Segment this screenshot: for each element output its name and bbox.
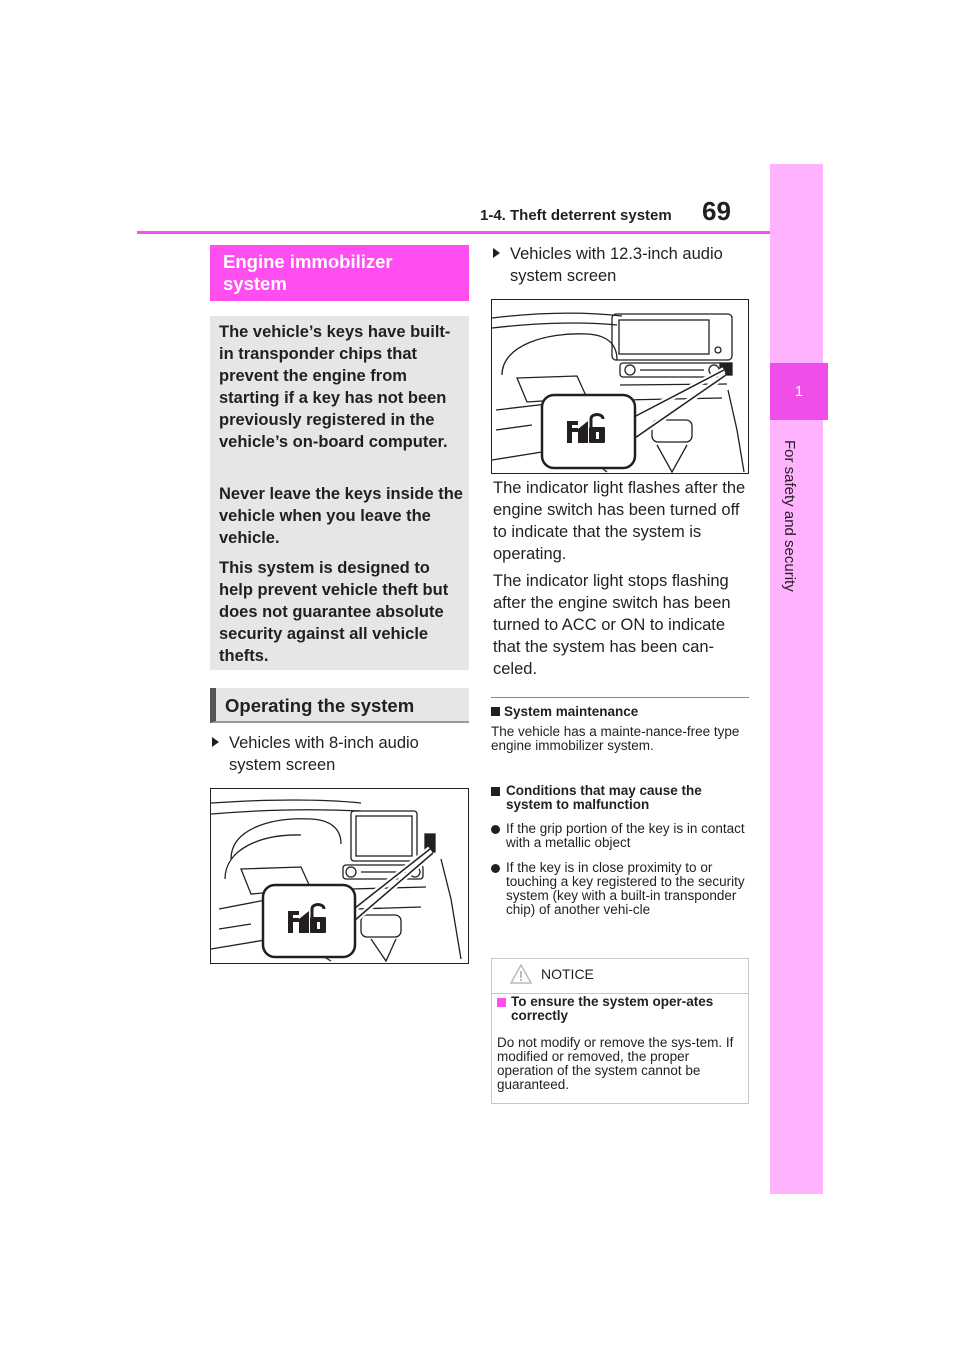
summary-paragraph: Never leave the keys inside the vehicle when you leave the vehicle. [219, 485, 463, 547]
conditions-title: Conditions that may cause the system to malfunction [506, 783, 702, 812]
summary-paragraph: The vehicle’s keys have built-in transponder chips that prevent the engine from starting if a key has not been previously registered in the vehicle’s on-board computer. [219, 323, 451, 451]
section-heading-text: Engine immobilizer system [223, 251, 393, 294]
maintenance-title: System maintenance [504, 704, 639, 719]
page-number: 69 [702, 196, 731, 226]
info-separator [491, 697, 749, 698]
summary-paragraph: This system is designed to help prevent vehicle theft but does not guarantee absolute security against all vehicle thefts. [219, 559, 449, 665]
chapter-title-vertical [776, 440, 798, 650]
round-bullet-icon [491, 825, 500, 834]
notice-text: Do not modify or remove the sys-tem. If modified or removed, the proper operation of the system cannot be guaranteed. [497, 1035, 734, 1092]
chapter-title: For safety and security [781, 440, 798, 592]
section-heading-operating [210, 688, 469, 723]
chapter-side-tab [770, 164, 823, 1194]
running-header: 1-4. Theft deterrent system [480, 207, 672, 224]
warning-triangle-icon [510, 964, 532, 984]
chapter-number: 1 [794, 383, 804, 400]
paragraph-indicator-stops: The indicator light stops flashing after the engine switch has been turned to ACC or ON to indicate that the system has been can-celed. [493, 572, 731, 678]
paragraph-indicator-flashes: The indicator light flashes after the engine switch has been turned off to indicate that the system is operating. [493, 479, 746, 563]
dashboard-drawing [492, 300, 748, 473]
square-bullet-icon [491, 707, 500, 716]
summary-box [210, 316, 469, 670]
notice-label: NOTICE [541, 966, 594, 982]
illustration-12inch-dashboard [491, 299, 749, 474]
triangle-bullet-icon [493, 248, 500, 258]
bullet-12inch-text: Vehicles with 12.3-inch audio system screen [510, 245, 723, 285]
notice-subtitle: To ensure the system oper-ates correctly [511, 994, 714, 1023]
maintenance-heading [491, 705, 749, 719]
section-heading-text: Operating the system [225, 695, 415, 716]
illustration-8inch-dashboard [210, 788, 469, 964]
condition-text: If the key is in close proximity to or touching a key registered to the security system (key with a built-in transponder chip) of another vehi-cle [506, 860, 745, 917]
bullet-8inch-text: Vehicles with 8-inch audio system screen [229, 734, 419, 774]
dashboard-drawing [211, 789, 468, 963]
round-bullet-icon [491, 864, 500, 873]
header-rule [137, 231, 770, 234]
condition-text: If the grip portion of the key is in contact with a metallic object [506, 821, 745, 850]
section-heading-engine-immobilizer [210, 245, 469, 301]
maintenance-text: The vehicle has a mainte-nance-free type engine immobilizer system. [491, 724, 740, 753]
square-bullet-icon [491, 787, 500, 796]
pink-square-bullet-icon [497, 998, 506, 1007]
triangle-bullet-icon [212, 737, 219, 747]
